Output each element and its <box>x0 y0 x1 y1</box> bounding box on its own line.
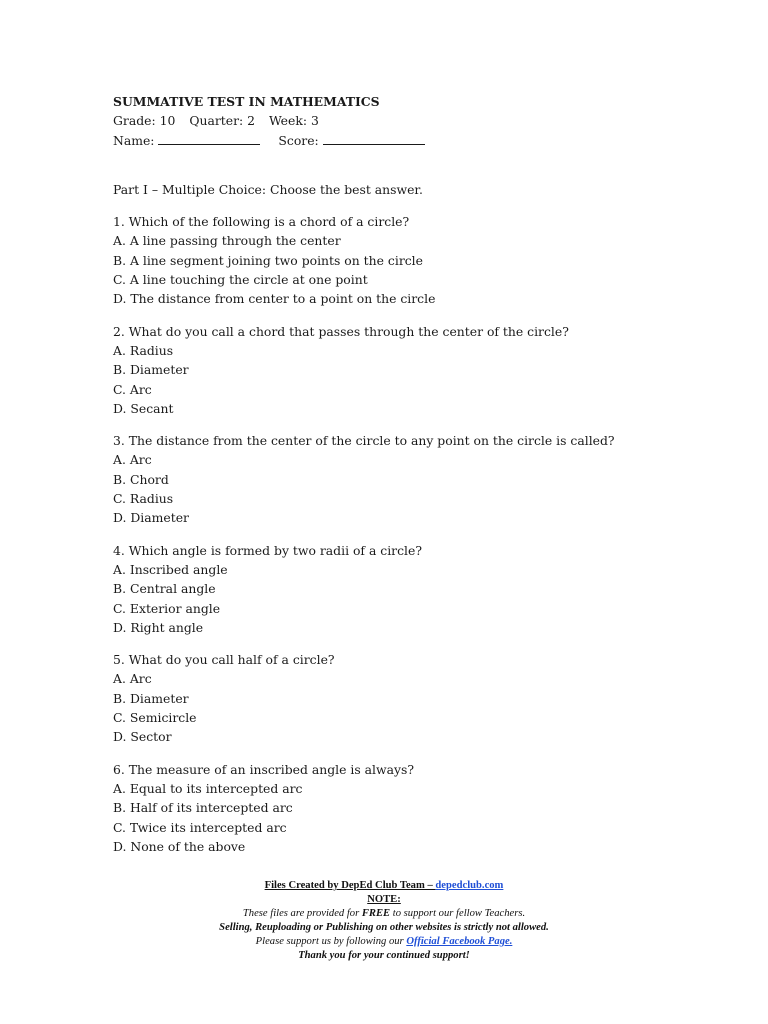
answer-option: A. Arc <box>113 671 152 687</box>
question-text: 2. What do you call a chord that passes through the center of the circle? <box>113 323 569 339</box>
name-label: Name: <box>113 132 155 148</box>
footer-support-line <box>0 935 768 949</box>
answer-option: C. Twice its intercepted arc <box>113 819 287 835</box>
footer-thanks: Thank you for your continued support! <box>298 950 470 961</box>
question-block <box>113 431 713 527</box>
footer-provided-suffix: to support our fellow Teachers. <box>390 908 526 919</box>
answer-option: A. Arc <box>113 452 152 468</box>
question-text: 1. Which of the following is a chord of a circle? <box>113 214 410 230</box>
footer-free-word: FREE <box>361 908 391 919</box>
name-blank-line <box>158 132 260 145</box>
answer-option: C. Exterior angle <box>113 600 221 616</box>
footer-support-prefix: Please support us by following our <box>255 936 407 947</box>
question-block <box>113 212 713 308</box>
question-block <box>113 322 713 418</box>
answer-option: B. Central angle <box>113 581 216 597</box>
answer-option: D. Secant <box>113 400 174 416</box>
question-text: 3. The distance from the center of the circle to any point on the circle is called? <box>113 433 615 449</box>
question-block <box>113 650 713 746</box>
answer-option: D. The distance from center to a point on the circle <box>113 291 436 307</box>
answer-option: A. Radius <box>113 342 174 358</box>
score-blank-line <box>323 132 425 145</box>
answer-option: B. Chord <box>113 471 169 487</box>
answer-option: B. Diameter <box>113 690 189 706</box>
answer-option: D. Right angle <box>113 619 204 635</box>
footer-credit-line <box>0 879 768 893</box>
question-block <box>113 541 713 637</box>
footer-warning: Selling, Reuploading or Publishing on other websites is strictly not allowed. <box>219 922 549 933</box>
test-title: SUMMATIVE TEST IN MATHEMATICS <box>113 94 380 109</box>
answer-option: B. A line segment joining two points on the circle <box>113 252 423 268</box>
answer-option: C. A line touching the circle at one point <box>113 272 368 288</box>
footer-provided-line <box>0 907 768 921</box>
answer-option: A. A line passing through the center <box>113 233 341 249</box>
footer-note-label: NOTE: <box>367 894 401 905</box>
test-content <box>113 92 713 856</box>
name-score-row <box>113 131 713 150</box>
answer-option: A. Inscribed angle <box>113 561 228 577</box>
quarter-label: Quarter: 2 <box>189 113 255 129</box>
answer-option: D. Diameter <box>113 510 189 526</box>
question-list <box>113 212 713 856</box>
question-block <box>113 760 713 856</box>
footer-notice <box>0 879 768 963</box>
answer-option: A. Equal to its intercepted arc <box>113 780 303 796</box>
score-label: Score: <box>278 132 319 148</box>
facebook-page-link[interactable]: Official Facebook Page. <box>406 936 513 947</box>
footer-provided-prefix: These files are provided for <box>242 908 362 919</box>
part-instruction: Part I – Multiple Choice: Choose the best answer. <box>113 181 423 197</box>
answer-option: C. Arc <box>113 381 152 397</box>
answer-option: B. Half of its intercepted arc <box>113 800 293 816</box>
grade-label: Grade: 10 <box>113 113 176 129</box>
answer-option: C. Radius <box>113 491 174 507</box>
answer-option: C. Semicircle <box>113 710 197 726</box>
grade-quarter-week-row <box>113 111 713 130</box>
week-label: Week: 3 <box>268 113 319 129</box>
question-text: 5. What do you call half of a circle? <box>113 652 335 668</box>
footer-credit-text: Files Created by DepEd Club Team – <box>264 880 436 891</box>
site-link[interactable]: depedclub.com <box>435 880 504 891</box>
answer-option: B. Diameter <box>113 362 189 378</box>
answer-option: D. None of the above <box>113 838 246 854</box>
question-text: 6. The measure of an inscribed angle is always? <box>113 761 414 777</box>
answer-option: D. Sector <box>113 729 172 745</box>
question-text: 4. Which angle is formed by two radii of a circle? <box>113 542 422 558</box>
